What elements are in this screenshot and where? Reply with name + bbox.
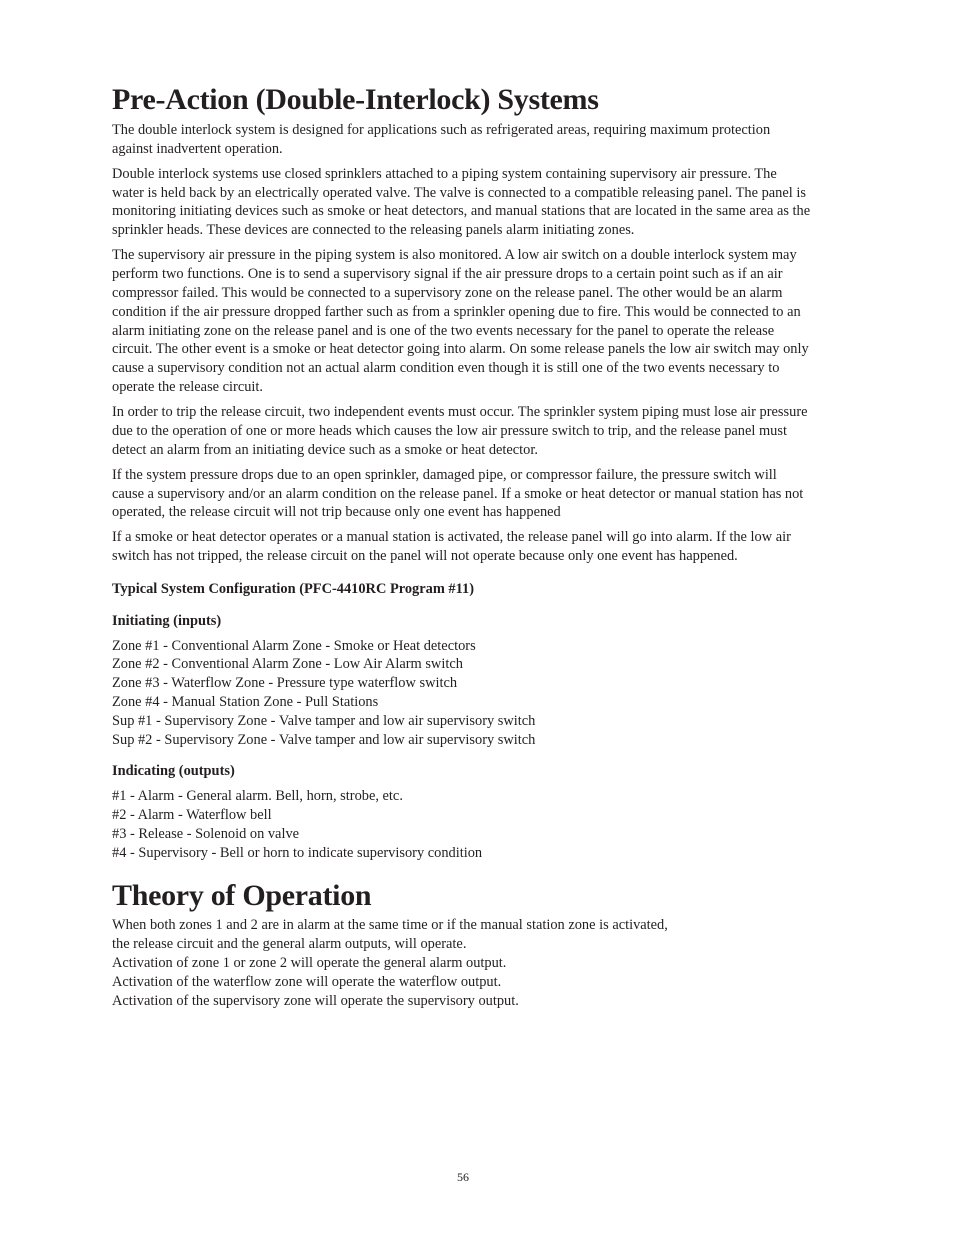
paragraph-closed-sprinklers: Double interlock systems use closed sprinklers attached to a piping system containing supervisory air pressure. The water is held back by an electrically operated valve. The valve is connected to a compatible releasing panel. The panel is monitoring initiating devices such as smoke or heat detectors, and manual stations that are located in the same area as the sprinkler heads. These devices are connected to the releasing panels alarm initiating zones. [112,165,811,239]
paragraph-trip-conditions: In order to trip the release circuit, two independent events must occur. The sprinkler system piping must lose air pressure due to the operation of one or more heads which causes the low air pressure switch to trip, and the release panel must detect an alarm from an initiating device such as a smoke or heat detector. [112,404,808,458]
list-item: Activation of the waterflow zone will operate the waterflow output. [112,973,502,990]
list-item: Zone #3 - Waterflow Zone - Pressure type waterflow switch [112,675,458,692]
paragraph-detector-operates: If a smoke or heat detector operates or a manual station is activated, the release panel will go into alarm. If the low air switch has not tripped, the release circuit on the panel will not operate because only one event has happened. [112,529,791,565]
list-item: When both zones 1 and 2 are in alarm at the same time or if the manual station zone is activated, the release circuit and the general alarm outputs, will operate. [112,917,668,953]
paragraph-supervisory-air: The supervisory air pressure in the piping system is also monitored. A low air switch on a double interlock system may perform two functions. One is to send a supervisory signal if the air pressure drops to a certain point such as if an air compressor failed. This would be connected to a supervisory zone on the release panel. The other would be an alarm condition if the air pressure dropped farther such as from a sprinkler opening due to fire. This would be connected to an alarm initiating zone on the release panel and is one of the two events necessary for the panel to operate the release circuit. The other event is a smoke or heat detector going into alarm. On some release panels the low air switch may only cause a supervisory condition not an actual alarm condition even though it is still one of the two events necessary to operate the release circuit. [112,247,809,395]
list-item: Zone #2 - Conventional Alarm Zone - Low Air Alarm switch [112,656,463,673]
list-item: #1 - Alarm - General alarm. Bell, horn, strobe, etc. [112,788,403,805]
indicating-list [112,787,812,862]
list-item: Activation of the supervisory zone will operate the supervisory output. [112,992,519,1009]
list-item: Sup #2 - Supervisory Zone - Valve tamper and low air supervisory switch [112,731,536,748]
initiating-heading: Initiating (inputs) [112,612,222,629]
theory-list [112,916,672,1010]
list-item: #2 - Alarm - Waterflow bell [112,806,272,823]
list-item: Zone #1 - Conventional Alarm Zone - Smoke or Heat detectors [112,637,476,654]
list-item: Activation of zone 1 or zone 2 will operate the general alarm output. [112,954,507,971]
section-title-pre-action: Pre-Action (Double-Interlock) Systems [112,83,599,116]
document-page [112,82,812,1010]
list-item: Zone #4 - Manual Station Zone - Pull Stations [112,694,379,710]
indicating-heading: Indicating (outputs) [112,763,235,780]
list-item: #4 - Supervisory - Bell or horn to indicate supervisory condition [112,844,483,861]
list-item: #3 - Release - Solenoid on valve [112,825,300,842]
paragraph-pressure-drop: If the system pressure drops due to an open sprinkler, damaged pipe, or compressor failure, the pressure switch will cause a supervisory and/or an alarm condition on the release panel. If a smoke or heat detector or manual station has not operated, the release circuit will not trip because only one event has happened [112,466,804,521]
page-number: 56 [457,1170,469,1184]
list-item: Sup #1 - Supervisory Zone - Valve tamper and low air supervisory switch [112,712,536,729]
section-title-theory: Theory of Operation [112,879,372,913]
initiating-list [112,637,812,750]
config-heading: Typical System Configuration (PFC-4410RC Program #11) [112,581,474,598]
paragraph-intro: The double interlock system is designed for applications such as refrigerated areas, requiring maximum protection against inadvertent operation. [112,122,771,157]
